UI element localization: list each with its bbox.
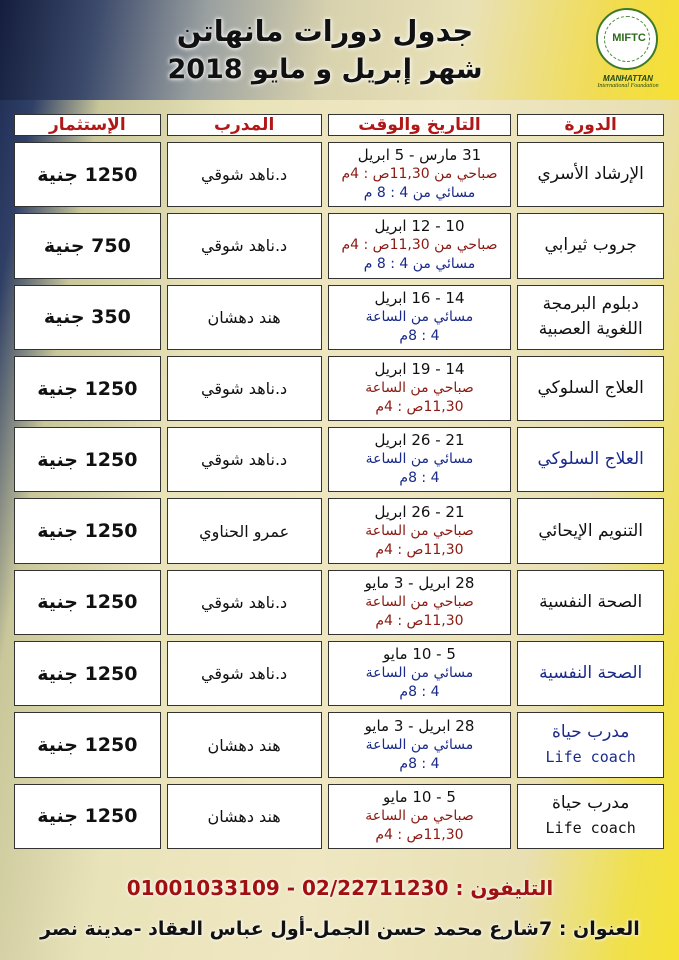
table-header-row — [14, 114, 664, 136]
table-row — [14, 213, 664, 278]
course-fee: 350 جنية — [14, 285, 161, 350]
header-course: الدورة — [517, 114, 664, 136]
trainer-name: د.ناهد شوقي — [167, 356, 322, 421]
course-fee: 1250 جنية — [14, 498, 161, 563]
course-time-range: 11,30ص : 4م — [375, 826, 464, 843]
trainer-name: هند دهشان — [167, 784, 322, 849]
trainer-name: د.ناهد شوقي — [167, 427, 322, 492]
table-row — [14, 712, 664, 777]
course-dates: 14 - 19 ابريل — [374, 360, 465, 379]
course-fee: 1250 جنية — [14, 427, 161, 492]
table-row — [14, 285, 664, 350]
course-name: الصحة النفسية — [517, 570, 664, 635]
course-fee: 1250 جنية — [14, 570, 161, 635]
course-time-label: صباحي من الساعة — [365, 522, 474, 539]
course-time-range: 11,30ص : 4م — [375, 541, 464, 558]
course-fee: 1250 جنية — [14, 641, 161, 706]
course-name-en: Life coach — [545, 748, 636, 767]
page-subtitle: شهر إبريل و مايو 2018 — [167, 54, 483, 85]
course-time-label: صباحي من الساعة — [365, 380, 474, 397]
footer-address: العنوان : 7شارع محمد حسن الجمل-أول عباس العقاد -مدينة نصر — [40, 918, 640, 940]
course-fee: 1250 جنية — [14, 784, 161, 849]
course-name-en: Life coach — [545, 819, 636, 838]
course-fee: 750 جنية — [14, 213, 161, 278]
course-name: العلاج السلوكي — [517, 427, 664, 492]
course-time-label: صباحي من الساعة — [365, 593, 474, 610]
trainer-name: د.ناهد شوقي — [167, 142, 322, 207]
table-row — [14, 427, 664, 492]
course-name: الصحة النفسية — [517, 641, 664, 706]
logo-subtitle: International Foundation — [597, 83, 659, 89]
course-dates: 28 ابريل - 3 مايو — [364, 573, 475, 592]
table-row — [14, 641, 664, 706]
logo-name: MANHATTAN — [603, 74, 653, 83]
course-datetime — [328, 427, 512, 492]
course-time-range: 4 : 8م — [399, 470, 440, 487]
course-time-label: مسائي من الساعة — [365, 736, 474, 753]
course-dates: 10 - 12 ابريل — [374, 217, 465, 236]
course-datetime — [328, 213, 512, 278]
course-time-morning: صباحي من 11,30ص : 4م — [341, 237, 498, 254]
page-title: جدول دورات مانهاتن — [176, 14, 474, 48]
course-time-evening: مسائي من 4 : 8 م — [363, 256, 476, 273]
trainer-name: د.ناهد شوقي — [167, 213, 322, 278]
course-dates: 5 - 10 مايو — [383, 645, 456, 664]
course-dates: 5 - 10 مايو — [383, 787, 456, 806]
course-dates: 14 - 16 ابريل — [374, 288, 465, 307]
course-name — [517, 712, 664, 777]
course-datetime — [328, 784, 512, 849]
course-datetime — [328, 285, 512, 350]
course-time-label: مسائي من الساعة — [365, 308, 474, 325]
header-trainer: المدرب — [167, 114, 322, 136]
course-name-ar: مدرب حياة — [552, 722, 630, 743]
course-fee: 1250 جنية — [14, 356, 161, 421]
course-fee: 1250 جنية — [14, 712, 161, 777]
course-time-evening: مسائي من 4 : 8 م — [363, 185, 476, 202]
course-datetime — [328, 712, 512, 777]
manhattan-logo — [588, 8, 668, 94]
footer-phone: التليفون : 02/22711230 - 01001033109 — [126, 876, 554, 900]
trainer-name: د.ناهد شوقي — [167, 570, 322, 635]
course-datetime — [328, 356, 512, 421]
course-schedule-table — [8, 108, 670, 855]
course-time-range: 4 : 8م — [399, 327, 440, 344]
logo-seal-icon — [596, 8, 658, 70]
course-dates: 21 - 26 ابريل — [374, 431, 465, 450]
course-time-range: 11,30ص : 4م — [375, 612, 464, 629]
table-row — [14, 784, 664, 849]
course-datetime — [328, 570, 512, 635]
course-fee: 1250 جنية — [14, 142, 161, 207]
trainer-name: د.ناهد شوقي — [167, 641, 322, 706]
header-fee: الإستثمار — [14, 114, 161, 136]
course-datetime — [328, 641, 512, 706]
course-time-range: 11,30ص : 4م — [375, 399, 464, 416]
course-dates: 31 مارس - 5 ابريل — [357, 146, 482, 165]
course-time-label: مسائي من الساعة — [365, 665, 474, 682]
trainer-name: عمرو الحناوي — [167, 498, 322, 563]
course-datetime — [328, 498, 512, 563]
header-datetime: التاريخ والوقت — [328, 114, 512, 136]
trainer-name: هند دهشان — [167, 712, 322, 777]
course-name: التنويم الإيحائي — [517, 498, 664, 563]
table-row — [14, 498, 664, 563]
course-dates: 28 ابريل - 3 مايو — [364, 716, 475, 735]
table-row — [14, 142, 664, 207]
course-name — [517, 784, 664, 849]
trainer-name: هند دهشان — [167, 285, 322, 350]
course-name: دبلوم البرمجة اللغوية العصبية — [517, 285, 664, 350]
course-time-label: صباحي من الساعة — [365, 807, 474, 824]
course-name-ar: مدرب حياة — [552, 793, 630, 814]
course-name: العلاج السلوكي — [517, 356, 664, 421]
course-name: جروب ثيرابي — [517, 213, 664, 278]
course-time-range: 4 : 8م — [399, 755, 440, 772]
course-datetime — [328, 142, 512, 207]
course-time-label: مسائي من الساعة — [365, 451, 474, 468]
course-time-morning: صباحي من 11,30ص : 4م — [341, 166, 498, 183]
course-name: الإرشاد الأسري — [517, 142, 664, 207]
table-row — [14, 356, 664, 421]
course-dates: 21 - 26 ابريل — [374, 502, 465, 521]
table-row — [14, 570, 664, 635]
logo-initials: MIFTC — [612, 32, 646, 44]
course-time-range: 4 : 8م — [399, 684, 440, 701]
